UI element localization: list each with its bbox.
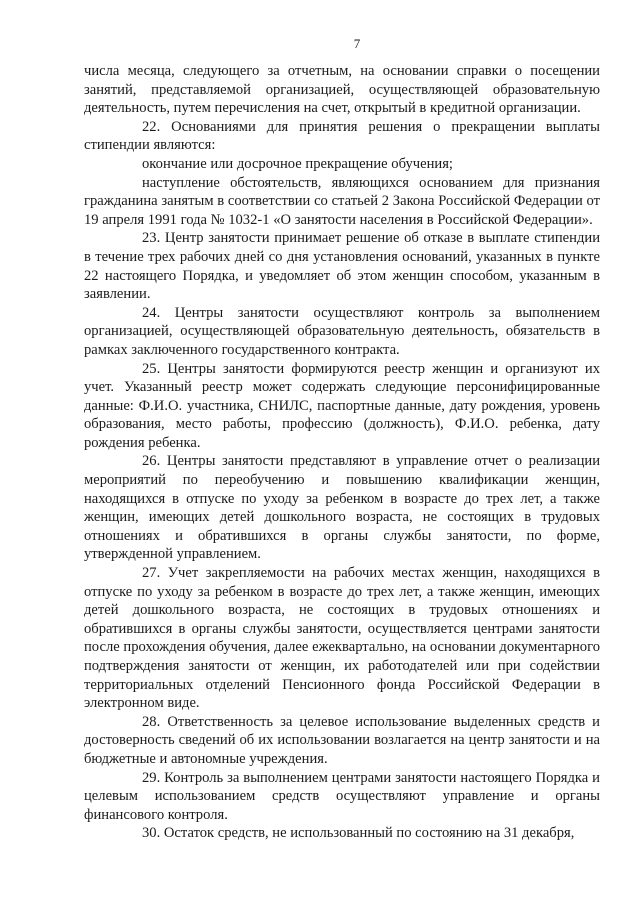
paragraph: 24. Центры занятости осуществляют контроль за выполнением организацией, осуществляющей образовательную деятельность, обязательств в рамках заключенного государственного контракта. — [84, 304, 600, 358]
paragraph: 29. Контроль за выполнением центрами занятости настоящего Порядка и целевым использованием средств осуществляют управление и органы финансового контроля. — [84, 769, 600, 823]
paragraph: 26. Центры занятости представляют в управление отчет о реализации мероприятий по переобучению и повышению квалификации женщин, находящихся в отпуске по уходу за ребенком в возрасте до трех лет, а также женщин, имеющих детей дошкольного возраста, не состоящих в трудовых отношениях и обратившихся в органы службы занятости, по форме, утвержденной управлением. — [84, 453, 600, 563]
document-body — [84, 62, 600, 843]
paragraph: 27. Учет закрепляемости на рабочих местах женщин, находящихся в отпуске по уходу за ребенком в возрасте до трех лет, а также женщин, имеющих детей дошкольного возраста, не состоящих в трудовых отношениях и обратившихся в органы службы занятости, осуществляется центрами занятости после прохождения обучения, далее ежеквартально, на основании документарного подтверждения занятости от женщин, их работодателей или при содействии территориальных отделений Пенсионного фонда Российской Федерации в электронном виде. — [84, 565, 600, 712]
paragraph: 23. Центр занятости принимает решение об отказе в выплате стипендии в течение трех рабочих дней со дня установления оснований, указанных в пункте 22 настоящего Порядка, и уведомляет об этом женщин способом, указанным в заявлении. — [84, 230, 600, 303]
paragraph: 22. Основаниями для принятия решения о прекращении выплаты стипендии являются: — [84, 118, 600, 154]
paragraph: 25. Центры занятости формируются реестр женщин и организуют их учет. Указанный реестр может содержать следующие персонифицированные данные: Ф.И.О. участника, СНИЛС, паспортные данные, дату рождения, уровень образования, место работы, профессию (должность), Ф.И.О. ребенка, дату рождения ребенка. — [84, 360, 600, 451]
paragraph: числа месяца, следующего за отчетным, на основании справки о посещении занятий, представляемой организацией, осуществляющей образовательную деятельность, путем перечисления на счет, открытый в кредитной организации. — [84, 63, 600, 117]
paragraph: наступление обстоятельств, являющихся основанием для признания гражданина занятым в соответствии со статьей 2 Закона Российской Федерации от 19 апреля 1991 года № 1032-1 «О занятости населения в Российской Федерации». — [84, 174, 600, 228]
paragraph: 28. Ответственность за целевое использование выделенных средств и достоверность сведений об их использовании возлагается на центр занятости и на бюджетные и автономные учреждения. — [84, 713, 600, 767]
paragraph: 30. Остаток средств, не использованный по состоянию на 31 декабря, — [142, 825, 575, 842]
page-number: 7 — [353, 36, 361, 51]
paragraph: окончание или досрочное прекращение обучения; — [142, 155, 453, 172]
